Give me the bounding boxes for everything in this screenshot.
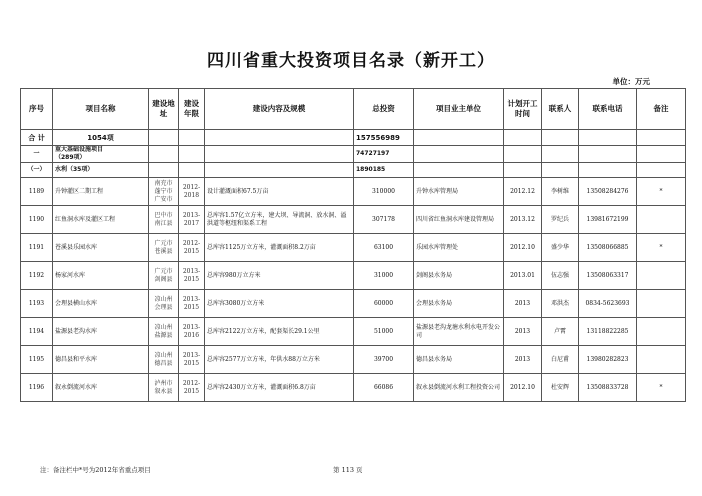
row-location-line2: 南江县	[154, 219, 173, 227]
row-phone: 0834-5623693	[579, 290, 637, 318]
row-years-start: 2012-	[182, 239, 201, 247]
footer-note: 注：备注栏中*号为2012年省重点项目	[40, 466, 151, 474]
row-start: 2012.10	[504, 374, 542, 402]
row-owner: 四川省红鱼洞水库建设管理局	[414, 206, 504, 234]
row-phone: 13118822285	[579, 318, 637, 346]
row-years-start: 2013-	[182, 211, 201, 219]
row-content: 总库容1.57亿立方米，建大坝、导流洞、放水洞、溢洪道等枢纽和渠系工程	[205, 206, 354, 234]
row-contact: 罗纪兵	[542, 206, 579, 234]
row-years-start: 2013-	[182, 295, 201, 303]
row-location-line2: 苍溪县	[154, 247, 173, 255]
row-owner: 盐源县老沟龙塘水利水电开发公司	[414, 318, 504, 346]
row-name: 叙永倒流河水库	[53, 374, 149, 402]
row-phone: 13508833728	[579, 374, 637, 402]
row-contact: 伍志强	[542, 262, 579, 290]
row-seq: 1190	[21, 206, 53, 234]
row-years	[179, 374, 205, 402]
row-content: 总库容2430万立方米，灌溉面积6.8万亩	[205, 374, 354, 402]
row-remark	[637, 290, 686, 318]
row-start: 2013.12	[504, 206, 542, 234]
header-invest: 总投资	[354, 89, 414, 130]
category-seq: 一	[21, 146, 53, 163]
page-title: 四川省重大投资项目名录（新开工）	[207, 51, 495, 71]
table-row	[21, 206, 686, 234]
row-location-line1: 广元市	[154, 267, 173, 275]
row-remark: *	[637, 234, 686, 262]
row-location-line2: 德昌县	[154, 359, 173, 367]
row-years	[179, 318, 205, 346]
row-location-line2: 会理县	[154, 303, 173, 311]
row-seq: 1194	[21, 318, 53, 346]
row-years	[179, 206, 205, 234]
row-invest: 39700	[354, 346, 414, 374]
table-row	[21, 290, 686, 318]
header-name: 项目名称	[53, 89, 149, 130]
row-location-line1: 广元市	[154, 239, 173, 247]
project-table	[20, 88, 686, 402]
table-row	[21, 318, 686, 346]
row-years	[179, 234, 205, 262]
row-start: 2013.01	[504, 262, 542, 290]
header-owner: 项目业主单位	[414, 89, 504, 130]
row-content: 总库容3080万立方米	[205, 290, 354, 318]
row-name: 升钟灌区二期工程	[53, 178, 149, 206]
row-owner: 叙永县倒流河水利工程投资公司	[414, 374, 504, 402]
row-location-line1: 巴中市	[154, 211, 173, 219]
row-location-line1: 泸州市	[154, 379, 173, 387]
row-location-line2: 盐源县	[154, 331, 173, 339]
row-name: 会理县横山水库	[53, 290, 149, 318]
row-invest: 60000	[354, 290, 414, 318]
row-location	[149, 318, 179, 346]
row-years	[179, 178, 205, 206]
row-contact: 杜安辉	[542, 374, 579, 402]
row-contact: 白尼甫	[542, 346, 579, 374]
row-years-start: 2013-	[182, 351, 201, 359]
row-invest: 51000	[354, 318, 414, 346]
row-name: 苍溪县乐园水库	[53, 234, 149, 262]
subcategory-row	[21, 163, 686, 178]
row-location	[149, 262, 179, 290]
header-location: 建设地址	[149, 89, 179, 130]
row-seq: 1196	[21, 374, 53, 402]
category-name	[53, 146, 149, 163]
table-row	[21, 178, 686, 206]
row-years	[179, 262, 205, 290]
row-content: 总库容2122万立方米，配套渠长29.1公里	[205, 318, 354, 346]
row-owner: 升钟水库管理局	[414, 178, 504, 206]
row-owner: 德昌县水务局	[414, 346, 504, 374]
row-remark	[637, 206, 686, 234]
project-rows	[21, 178, 686, 402]
header-content: 建设内容及规模	[205, 89, 354, 130]
row-years-end: 2017	[183, 219, 200, 227]
row-years-end: 2015	[183, 359, 200, 367]
row-remark	[637, 318, 686, 346]
row-start: 2012.10	[504, 234, 542, 262]
subcategory-name: 水利（35项）	[53, 163, 149, 178]
row-phone: 13980282823	[579, 346, 637, 374]
table-row	[21, 234, 686, 262]
row-phone: 13508284276	[579, 178, 637, 206]
row-years	[179, 290, 205, 318]
row-seq: 1191	[21, 234, 53, 262]
row-remark	[637, 262, 686, 290]
row-location-line2: 叙永县	[154, 387, 173, 395]
header-years: 建设年限	[179, 89, 205, 130]
row-remark	[637, 346, 686, 374]
row-invest: 307178	[354, 206, 414, 234]
row-start: 2013	[504, 346, 542, 374]
table-row	[21, 374, 686, 402]
row-location	[149, 290, 179, 318]
row-name: 盐源县老沟水库	[53, 318, 149, 346]
row-content: 设计灌溉面积67.5万亩	[205, 178, 354, 206]
row-owner: 会理县水务局	[414, 290, 504, 318]
row-location-line1: 凉山州	[154, 323, 173, 331]
row-years-start: 2013-	[182, 323, 201, 331]
category-invest: 74727197	[354, 146, 414, 163]
category-name-line1: 重大基础设施项目	[55, 146, 104, 153]
summary-invest: 157556989	[354, 130, 414, 146]
row-phone: 13981672199	[579, 206, 637, 234]
row-invest: 310000	[354, 178, 414, 206]
row-location-line3: 广安市	[154, 195, 173, 203]
row-remark: *	[637, 374, 686, 402]
row-start: 2013	[504, 290, 542, 318]
row-years-end: 2015	[183, 387, 200, 395]
header-seq: 序号	[21, 89, 53, 130]
table-row	[21, 262, 686, 290]
header-remark: 备注	[637, 89, 686, 130]
subcategory-invest: 1890185	[354, 163, 414, 178]
row-years-end: 2016	[183, 331, 200, 339]
row-phone: 13508063317	[579, 262, 637, 290]
row-years-end: 2018	[183, 191, 200, 199]
header-start: 计划开工时间	[504, 89, 542, 130]
row-location	[149, 178, 179, 206]
summary-row	[21, 130, 686, 146]
row-location	[149, 206, 179, 234]
row-invest: 66086	[354, 374, 414, 402]
unit-label: 单位：万元	[612, 77, 650, 86]
row-seq: 1195	[21, 346, 53, 374]
row-years	[179, 346, 205, 374]
row-location-line1: 凉山州	[154, 295, 173, 303]
page-number: 第 113 页	[333, 466, 363, 474]
row-contact: 卢霄	[542, 318, 579, 346]
row-seq: 1192	[21, 262, 53, 290]
row-location	[149, 346, 179, 374]
row-location-line1: 南充市	[154, 179, 173, 187]
summary-label: 合 计	[21, 130, 53, 146]
row-owner: 剑阁县水务局	[414, 262, 504, 290]
row-content: 总库容2577万立方米，年供水88万立方米	[205, 346, 354, 374]
table-header	[21, 89, 686, 130]
row-remark: *	[637, 178, 686, 206]
row-location	[149, 234, 179, 262]
row-location-line2: 剑阁县	[154, 275, 173, 283]
row-content: 总库容1125万立方米，灌溉面积8.2万亩	[205, 234, 354, 262]
row-seq: 1193	[21, 290, 53, 318]
row-location	[149, 374, 179, 402]
summary-count: 1054项	[53, 130, 149, 146]
row-invest: 31000	[354, 262, 414, 290]
row-start: 2012.12	[504, 178, 542, 206]
header-phone: 联系电话	[579, 89, 637, 130]
row-owner: 乐园水库管理处	[414, 234, 504, 262]
row-content: 总库容980万立方米	[205, 262, 354, 290]
row-years-start: 2012-	[182, 379, 201, 387]
header-contact: 联系人	[542, 89, 579, 130]
row-name: 红鱼洞水库及灌区工程	[53, 206, 149, 234]
row-phone: 13508066885	[579, 234, 637, 262]
row-contact: 李树维	[542, 178, 579, 206]
row-years-start: 2012-	[182, 183, 201, 191]
row-start: 2013	[504, 318, 542, 346]
row-name: 杨家河水库	[53, 262, 149, 290]
category-name-line2: （289项）	[55, 154, 86, 161]
row-location-line2: 蓬宁市	[154, 187, 173, 195]
table-row	[21, 346, 686, 374]
row-location-line1: 凉山州	[154, 351, 173, 359]
subcategory-seq: （一）	[21, 163, 53, 178]
row-seq: 1189	[21, 178, 53, 206]
row-years-end: 2015	[183, 275, 200, 283]
row-years-end: 2015	[183, 247, 200, 255]
row-name: 德昌县和平水库	[53, 346, 149, 374]
row-contact: 邓洪杰	[542, 290, 579, 318]
row-years-end: 2015	[183, 303, 200, 311]
category-row	[21, 146, 686, 163]
row-years-start: 2013-	[182, 267, 201, 275]
row-contact: 盛少华	[542, 234, 579, 262]
row-invest: 63100	[354, 234, 414, 262]
